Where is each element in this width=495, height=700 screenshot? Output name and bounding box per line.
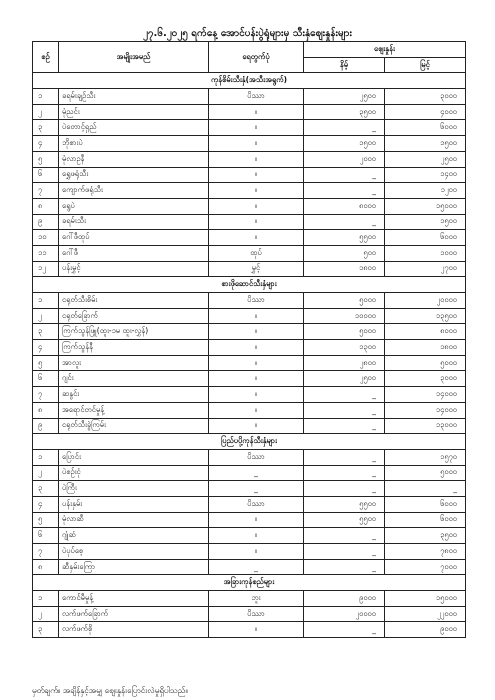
price-low: _ (304, 544, 385, 560)
price-high: ၁၃၀၀၀ (385, 418, 466, 434)
table-row (33, 308, 466, 324)
item-name: ဆီနှမ်းကြော (59, 559, 209, 575)
item-unit: ။ (209, 136, 304, 152)
row-number: ၅ (33, 355, 59, 371)
row-number: ၆ (33, 371, 59, 387)
item-name: ဂျင်း (59, 371, 209, 387)
price-high: ၁၅၀၀ (385, 136, 466, 152)
row-number: ၄ (33, 136, 59, 152)
table-row (33, 512, 466, 528)
item-name: ဆနွင်း (59, 387, 209, 403)
price-low: _ (304, 528, 385, 544)
price-high: ၁၀၀၀ (385, 245, 466, 261)
price-low: _ (304, 481, 385, 497)
item-name: ရွှေဖရုံသီး (59, 167, 209, 183)
price-low: _ (304, 167, 385, 183)
item-name: ပန်းနှမ်း (59, 496, 209, 512)
item-name: ကြက်သွန်နီ (59, 340, 209, 356)
row-number: ၆ (33, 167, 59, 183)
item-name: ငရုတ်ခြောက် (59, 308, 209, 324)
row-number: ၁ (33, 591, 59, 607)
price-low: ၂၅၀၀ (304, 371, 385, 387)
price-high: ၅၀၀၀ (385, 355, 466, 371)
price-high: ၂၂၀၀၀ (385, 606, 466, 622)
row-number: ၃ (33, 481, 59, 497)
section-title: စားဖိုဆောင်သီးနှံများ (33, 277, 466, 293)
table-row (33, 104, 466, 120)
section-title: ပြည်ပပို့ကုန်သီးနှံများ (33, 434, 466, 450)
item-name: ခရမ်းသီး (59, 214, 209, 230)
price-high: ၅၀၀၀ (385, 465, 466, 481)
price-high: ၆၀၀၀ (385, 120, 466, 136)
price-low: ၅၅၀၀ (304, 496, 385, 512)
item-name: ဂေါ်ဖီထုပ် (59, 230, 209, 246)
row-number: ၉ (33, 418, 59, 434)
price-high: ၈၀၀၀ (385, 324, 466, 340)
item-unit: ။ (209, 104, 304, 120)
price-low: ၅၀၀၀ (304, 324, 385, 340)
table-row (33, 120, 466, 136)
row-number: ၁၀ (33, 230, 59, 246)
price-high: ၂၇၀၀ (385, 261, 466, 277)
table-row (33, 167, 466, 183)
item-unit: ။ (209, 151, 304, 167)
table-row (33, 340, 466, 356)
item-name: ပန်းမွှင့် (59, 261, 209, 277)
price-low: ၂၅၀၀ (304, 89, 385, 105)
item-unit: ။ (209, 355, 304, 371)
price-low: ၁၅၀၀ (304, 136, 385, 152)
item-name: ဘိုစားပဲ (59, 136, 209, 152)
row-number: ၆ (33, 528, 59, 544)
item-unit: ဘူး (209, 591, 304, 607)
section-header-row (33, 73, 466, 89)
item-unit: ။ (209, 198, 304, 214)
price-low: _ (304, 387, 385, 403)
row-number: ၇ (33, 544, 59, 560)
table-row (33, 198, 466, 214)
table-row (33, 151, 466, 167)
header-high: မြင့် (385, 57, 466, 73)
price-high: ၇၀၀၀ (385, 559, 466, 575)
price-high: ၃၅၀၀ (385, 528, 466, 544)
table-row (33, 355, 466, 371)
table-body (33, 73, 466, 638)
price-high: ၉၀၀၀ (385, 622, 466, 638)
item-name: မုံလာဆီ (59, 512, 209, 528)
item-unit: ။ (209, 308, 304, 324)
table-row (33, 559, 466, 575)
item-name: လက်ဖက်ခြောက် (59, 606, 209, 622)
item-name: ပဲပုပ်စေ့ (59, 544, 209, 560)
item-name: ပဲစဉ်းငုံ (59, 465, 209, 481)
row-number: ၈ (33, 559, 59, 575)
row-number: ၂ (33, 308, 59, 324)
item-name: ကြက်သွန်ဖြူ(ထူး-၁မ ထူး-လွှန်) (59, 324, 209, 340)
price-high: ၁၅၇၀ (385, 449, 466, 465)
table-row (33, 449, 466, 465)
table-row (33, 481, 466, 497)
row-number: ၁ (33, 293, 59, 309)
item-name: ငရုတ်သီးခွဲကြမ်း (59, 418, 209, 434)
table-row (33, 496, 466, 512)
item-unit: ပိဿာ (209, 449, 304, 465)
table-row (33, 245, 466, 261)
item-unit: ပိဿာ (209, 293, 304, 309)
item-name: လက်ဖက်စို (59, 622, 209, 638)
row-number: ၃ (33, 120, 59, 136)
price-low: ၁၀၀၀၀ (304, 308, 385, 324)
price-low: ၃၅၀၀ (304, 104, 385, 120)
section-header-row (33, 434, 466, 450)
price-high: ၁၅၀၀ (385, 214, 466, 230)
price-low: _ (304, 120, 385, 136)
price-low: _ (304, 449, 385, 465)
header-no: စဉ် (33, 42, 59, 73)
price-low: ၁၃၀၀ (304, 340, 385, 356)
table-row (33, 230, 466, 246)
price-high: ၄၀၀၀ (385, 104, 466, 120)
item-name: အရောင်တင်မှုန့် (59, 402, 209, 418)
price-low: _ (304, 622, 385, 638)
price-high: ၁၅၀၀၀ (385, 591, 466, 607)
price-high: ၁၄၀၀ (385, 167, 466, 183)
item-unit: _ (209, 481, 304, 497)
price-high: ၁၈၀၀ (385, 340, 466, 356)
table-row (33, 402, 466, 418)
row-number: ၉ (33, 214, 59, 230)
item-unit: ။ (209, 230, 304, 246)
item-name: မုံညင်း (59, 104, 209, 120)
item-name: ခရမ်းချဉ်သီး (59, 89, 209, 105)
price-low: ၅၅၀၀ (304, 230, 385, 246)
row-number: ၂ (33, 606, 59, 622)
footnote: မှတ်ချက်။ အချိန်နှင့်အမျှ ဈေးနှုန်းပြောင်းလဲမှုရှိပါသည်။ (32, 686, 188, 695)
item-name: ပဲတောင့်ရှည် (59, 120, 209, 136)
row-number: ၁ (33, 89, 59, 105)
header-price: ဈေးနှုန်း (304, 42, 466, 58)
table-row (33, 465, 466, 481)
item-unit: မွှင့် (209, 261, 304, 277)
item-name: ပဲကြီး (59, 481, 209, 497)
table-row (33, 293, 466, 309)
table-row (33, 544, 466, 560)
item-unit: ပိဿာ (209, 496, 304, 512)
row-number: ၂ (33, 104, 59, 120)
item-name: မုံလာဥနီ (59, 151, 209, 167)
item-unit: ထုပ် (209, 245, 304, 261)
price-low: ၈၀၀၀ (304, 198, 385, 214)
item-name: ကောင်မီမှုန့် (59, 591, 209, 607)
price-low: ၅၅၀၀ (304, 512, 385, 528)
table-row (33, 606, 466, 622)
price-low: _ (304, 418, 385, 434)
table-row (33, 528, 466, 544)
header-unit: ရေတွက်ပုံ (209, 42, 304, 73)
row-number: ၃ (33, 622, 59, 638)
item-unit: ။ (209, 120, 304, 136)
table-row (33, 418, 466, 434)
item-unit: ။ (209, 418, 304, 434)
price-table (32, 41, 466, 638)
row-number: ၇ (33, 387, 59, 403)
price-high: ၁၄၀၀၀ (385, 387, 466, 403)
table-row (33, 324, 466, 340)
item-name: ကျောက်ဖရုံသီး (59, 183, 209, 199)
item-unit: ။ (209, 167, 304, 183)
price-high: ၂၀၀၀၀ (385, 293, 466, 309)
row-number: ၄ (33, 340, 59, 356)
header-name: အမျိုးအမည် (59, 42, 209, 73)
price-low: ၂၈၀၀ (304, 355, 385, 371)
price-high: _ (385, 481, 466, 497)
row-number: ၈ (33, 402, 59, 418)
item-unit: ။ (209, 371, 304, 387)
item-unit: _ (209, 559, 304, 575)
item-unit: ။ (209, 214, 304, 230)
price-high: ၁၄၀၀၀ (385, 402, 466, 418)
row-number: ၁၂ (33, 261, 59, 277)
item-name: ရွေပဲ (59, 198, 209, 214)
item-unit: ။ (209, 340, 304, 356)
section-title: အခြားကုန်စည်များ (33, 575, 466, 591)
price-low: ၁၈၀၀ (304, 261, 385, 277)
table-row (33, 261, 466, 277)
price-low: ၅၀၀ (304, 245, 385, 261)
item-unit: ။ (209, 544, 304, 560)
header-low: နိမ့် (304, 57, 385, 73)
price-high: ၁၅၀၀၀ (385, 198, 466, 214)
row-number: ၂ (33, 465, 59, 481)
section-header-row (33, 277, 466, 293)
row-number: ၇ (33, 183, 59, 199)
price-low: ၅၀၀၀ (304, 293, 385, 309)
row-number: ၅ (33, 151, 59, 167)
item-unit: ။ (209, 622, 304, 638)
price-high: ၁၃၅၀၀ (385, 308, 466, 324)
table-row (33, 214, 466, 230)
price-high: ၁၂၀၀ (385, 183, 466, 199)
section-header-row (33, 575, 466, 591)
price-high: ၆၀၀၀ (385, 496, 466, 512)
item-unit: ပိဿာ (209, 606, 304, 622)
table-row (33, 183, 466, 199)
table-row (33, 89, 466, 105)
price-low: ၉၀၀၀ (304, 591, 385, 607)
item-unit: ။ (209, 387, 304, 403)
table-row (33, 371, 466, 387)
row-number: ၄ (33, 496, 59, 512)
row-number: ၈ (33, 198, 59, 214)
row-number: ၃ (33, 324, 59, 340)
price-high: ၂၅၀၀ (385, 151, 466, 167)
table-row (33, 136, 466, 152)
price-low: _ (304, 402, 385, 418)
page-title: ၂၇.၆.၂၀၂၅ ရက်နေ့ အောင်ပန်းပွဲရုံများမှ သီးနှံဈေးနှုန်းများ (142, 28, 353, 39)
price-high: ၃၀၀၀ (385, 371, 466, 387)
item-name: ပြောင်း (59, 449, 209, 465)
item-name: ဂျုံဆံ (59, 528, 209, 544)
row-number: ၁ (33, 449, 59, 465)
price-high: ၇၈၀၀ (385, 544, 466, 560)
item-name: ဂေါ်ဖီ (59, 245, 209, 261)
price-high: ၆၀၀၀ (385, 512, 466, 528)
item-unit: ပိဿာ (209, 89, 304, 105)
item-unit: ။ (209, 512, 304, 528)
table-row (33, 387, 466, 403)
row-number: ၅ (33, 512, 59, 528)
item-name: ငရုတ်သီးစိမ်း (59, 293, 209, 309)
price-low: _ (304, 465, 385, 481)
row-number: ၁၁ (33, 245, 59, 261)
item-unit: ။ (209, 528, 304, 544)
price-low: ၂၀၀၀၀ (304, 606, 385, 622)
table-row (33, 622, 466, 638)
price-high: ၃၀၀၀ (385, 89, 466, 105)
table-row (33, 591, 466, 607)
item-unit: ။ (209, 402, 304, 418)
item-unit: ။ (209, 183, 304, 199)
section-title: ကုန်စိမ်းသီးနှံ(အသီးအရွက်) (33, 73, 466, 89)
price-low: _ (304, 214, 385, 230)
price-high: ၆၀၀၀ (385, 230, 466, 246)
item-unit: _ (209, 465, 304, 481)
item-unit: ။ (209, 324, 304, 340)
price-low: _ (304, 559, 385, 575)
item-name: အာလူး (59, 355, 209, 371)
price-low: _ (304, 183, 385, 199)
price-low: ၂၀၀၀ (304, 151, 385, 167)
